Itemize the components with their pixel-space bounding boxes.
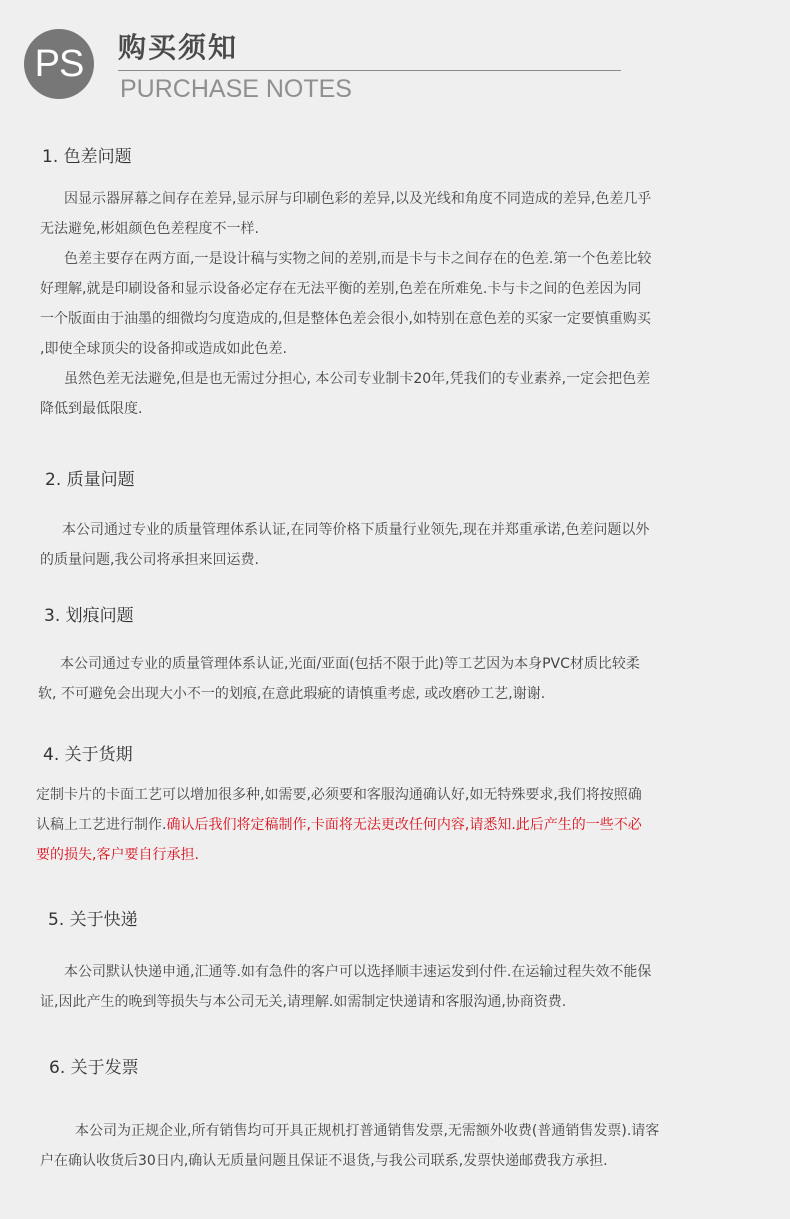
section-title-delivery-time: 4. 关于货期: [43, 745, 133, 765]
paragraph-line: 一个版面由于油墨的细微均匀度造成的,但是整体色差会很小,如特别在意色差的买家一定要慎重购买: [40, 311, 651, 327]
paragraph-line: 降低到最低限度.: [40, 401, 143, 417]
section-body-color-difference: [40, 184, 651, 424]
paragraph-line: 好理解,就是印刷设备和显示设备必定存在无法平衡的差别,色差在所难免.卡与卡之间的色差因为同: [40, 281, 642, 297]
paragraph-line: [36, 810, 642, 840]
warning-text: 要的损失,客户要自行承担.: [36, 847, 199, 863]
paragraph-line: 本公司通过专业的质量管理体系认证,光面/亚面(包括不限于此)等工艺因为本身PVC材质比较柔: [60, 656, 640, 672]
section-body-scratches: [38, 649, 640, 709]
paragraph-line: 的质量问题,我公司将承担来回运费.: [40, 552, 259, 568]
section-body-courier: [40, 957, 651, 1017]
section-body-quality: [40, 515, 649, 575]
paragraph-line: 软, 不可避免会出现大小不一的划痕,在意此瑕疵的请慎重考虑, 或改磨砂工艺,谢谢.: [38, 686, 546, 702]
section-body-invoice: [40, 1116, 659, 1176]
section-title-color-difference: 1. 色差问题: [42, 147, 132, 167]
warning-text: 确认后我们将定稿制作,卡面将无法更改任何内容,请悉知.此后产生的一些不必: [166, 817, 642, 833]
paragraph-line: 虽然色差无法避免,但是也无需过分担心, 本公司专业制卡20年,凭我们的专业素养,一定会把色差: [64, 371, 651, 387]
paragraph-line: 户在确认收货后30日内,确认无质量问题且保证不退货,与我公司联系,发票快递邮费我方承担.: [40, 1153, 608, 1169]
title-divider: [118, 70, 621, 71]
section-body-delivery-time: [36, 780, 642, 870]
header: [0, 0, 790, 120]
section-title-scratches: 3. 划痕问题: [44, 606, 134, 626]
paragraph-line: 证,因此产生的晚到等损失与本公司无关,请理解.如需制定快递请和客服沟通,协商资费.: [40, 994, 567, 1010]
section-title-quality: 2. 质量问题: [45, 470, 135, 490]
paragraph-line: 本公司通过专业的质量管理体系认证,在同等价格下质量行业领先,现在并郑重承诺,色差问题以外: [62, 522, 650, 538]
paragraph-line: 本公司默认快递申通,汇通等.如有急件的客户可以选择顺丰速运发到付件.在运输过程失效不能保: [64, 964, 652, 980]
paragraph-line: 定制卡片的卡面工艺可以增加很多种,如需要,必须要和客服沟通确认好,如无特殊要求,我们将按照确: [36, 787, 642, 803]
paragraph-line: 本公司为正规企业,所有销售均可开具正规机打普通销售发票,无需额外收费(普通销售发票).请客: [75, 1123, 660, 1139]
paragraph-line: ,即使全球顶尖的设备抑或造成如此色差.: [40, 341, 287, 357]
paragraph-line: 无法避免,彬姐颜色色差程度不一样.: [40, 221, 259, 237]
page-title: 购买须知: [118, 31, 239, 64]
paragraph-line: 色差主要存在两方面,一是设计稿与实物之间的差别,而是卡与卡之间存在的色差.第一个色差比较: [64, 251, 652, 267]
paragraph-line: 因显示器屏幕之间存在差异,显示屏与印刷色彩的差异,以及光线和角度不同造成的差异,色差几乎: [64, 191, 652, 207]
section-title-courier: 5. 关于快递: [48, 910, 138, 930]
normal-text: 认稿上工艺进行制作.: [36, 817, 167, 833]
ps-logo: PS: [24, 29, 94, 99]
section-title-invoice: 6. 关于发票: [49, 1058, 139, 1078]
page-subtitle: PURCHASE NOTES: [120, 75, 352, 103]
